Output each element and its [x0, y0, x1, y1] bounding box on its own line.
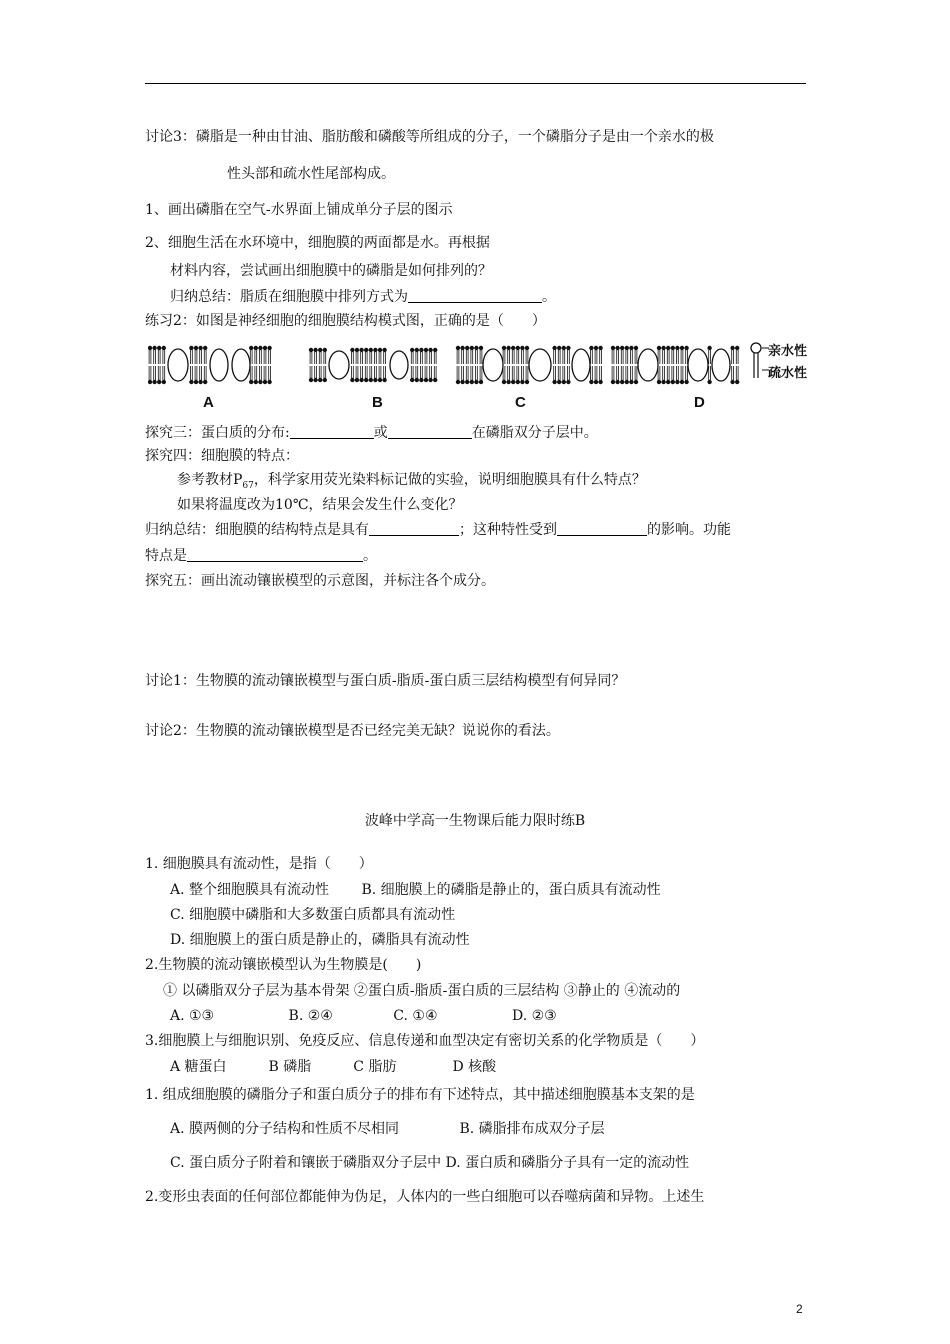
phospholipid-head — [267, 346, 271, 350]
phospholipid-head — [313, 348, 317, 352]
phospholipid-head — [162, 380, 166, 384]
question-3: 3.细胞膜上与细胞识别、免疫反应、信息传递和血型决定有密切关系的化学物质是（ ） — [145, 1033, 705, 1049]
phospholipid-head — [707, 380, 711, 384]
summary-2-line2-post: 。 — [363, 548, 377, 564]
protein — [210, 349, 228, 381]
question-1: 1. 细胞膜具有流动性，是指（ ） — [145, 856, 373, 872]
phospholipid-head — [620, 346, 624, 350]
question-2-items: ① 以磷脂双分子层为基本骨架 ②蛋白质-脂质-蛋白质的三层结构 ③静止的 ④流动的 — [163, 983, 681, 999]
phospholipid-head — [249, 380, 253, 384]
summary-2-pre: 归纳总结：细胞膜的结构特点是具有 — [145, 522, 369, 538]
phospholipid-head — [263, 380, 267, 384]
protein — [168, 349, 188, 381]
protein — [232, 349, 250, 381]
phospholipid-head — [194, 346, 198, 350]
phospholipid-head — [373, 348, 377, 352]
phospholipid-head — [730, 346, 734, 350]
page-number: 2 — [796, 1302, 803, 1316]
summary-1 — [170, 288, 556, 306]
question-4-options-cd: C. 蛋白质分子附着和镶嵌于磷脂双分子层中 D. 蛋白质和磷脂分子具有一定的流动性 — [170, 1155, 690, 1171]
phospholipid-head — [318, 378, 322, 382]
phospholipid-head — [615, 346, 619, 350]
phospholipid-head — [589, 346, 593, 350]
explore-4: 探究四：细胞膜的特点： — [145, 448, 299, 464]
phospholipid-head — [707, 346, 711, 350]
phospholipid-head — [419, 348, 423, 352]
phospholipid-head — [502, 346, 506, 350]
discussion3-title: 讨论3：磷脂是一种由甘油、脂肪酸和磷酸等所组成的分子，一个磷脂分子是由一个亲水的极 — [145, 129, 714, 145]
phospholipid-head — [506, 380, 510, 384]
phospholipid-head — [254, 346, 258, 350]
question-3-options: A 糖蛋白 B 磷脂 C 脂肪 D 核酸 — [170, 1059, 497, 1075]
phospholipid-head — [557, 380, 561, 384]
phospholipid-head — [465, 380, 469, 384]
protein — [483, 349, 503, 381]
phospholipid-head — [598, 346, 602, 350]
phospholipid-head — [680, 380, 684, 384]
phospholipid-head — [675, 346, 679, 350]
phospholipid-head — [511, 346, 515, 350]
explore-4-q2: 如果将温度改为10℃，结果会发生什么变化？ — [177, 497, 463, 513]
phospholipid-head — [433, 348, 437, 352]
discussion-1: 讨论1：生物膜的流动镶嵌模型与蛋白质-脂质-蛋白质三层结构模型有何异同？ — [145, 673, 626, 689]
summary-2 — [145, 521, 731, 539]
phospholipid-head — [566, 380, 570, 384]
question-2-options: A. ①③ B. ②④ C. ①④ D. ②③ — [170, 1008, 557, 1024]
phospholipid-head — [735, 380, 739, 384]
phospholipid-head — [615, 380, 619, 384]
explore-3-pre: 探究三：蛋白质的分布: — [145, 425, 290, 441]
phospholipid-head — [373, 378, 377, 382]
legend-head-icon — [751, 343, 761, 353]
phospholipid-head — [258, 380, 262, 384]
phospholipid-head — [506, 346, 510, 350]
phospholipid-head — [152, 346, 156, 350]
summary-1-post: 。 — [542, 289, 556, 305]
summary-1-pre: 归纳总结：脂质在细胞膜中排列方式为 — [170, 289, 408, 305]
phospholipid-head — [355, 378, 359, 382]
phospholipid-head — [671, 346, 675, 350]
protein — [688, 349, 708, 381]
phospholipid-head — [680, 346, 684, 350]
question-4: 1. 组成细胞膜的磷脂分子和蛋白质分子的排布有下述特点，其中描述细胞膜基本支架的是 — [145, 1087, 695, 1103]
phospholipid-head — [666, 346, 670, 350]
phospholipid-head — [433, 378, 437, 382]
header-rule — [145, 83, 806, 84]
phospholipid-head — [249, 346, 253, 350]
phospholipid-head — [424, 378, 428, 382]
phospholipid-head — [189, 346, 193, 350]
phospholipid-head — [666, 380, 670, 384]
phospholipid-head — [657, 380, 661, 384]
summary-2-line2 — [145, 547, 377, 565]
phospholipid-head — [479, 346, 483, 350]
discussion3-cont: 性头部和疏水性尾部构成。 — [227, 166, 395, 182]
phospholipid-head — [309, 348, 313, 352]
phospholipid-head — [456, 346, 460, 350]
phospholipid-head — [323, 378, 327, 382]
phospholipid-head — [589, 380, 593, 384]
phospholipid-head — [350, 378, 354, 382]
phospholipid-head — [157, 346, 161, 350]
option-c-label: C — [515, 394, 526, 411]
phospholipid-head — [258, 346, 262, 350]
phospholipid-head — [684, 380, 688, 384]
phospholipid-head — [382, 348, 386, 352]
summary-2-mid: ；这种特性受到 — [459, 522, 557, 538]
phospholipid-head — [194, 380, 198, 384]
phospholipid-head — [520, 380, 524, 384]
explore-4-q1 — [177, 471, 646, 495]
phospholipid-head — [263, 346, 267, 350]
phospholipid-head — [382, 378, 386, 382]
phospholipid-head — [148, 380, 152, 384]
explore-3-post: 在磷脂双分子层中。 — [471, 425, 598, 441]
answer-blank[interactable] — [408, 288, 542, 303]
phospholipid-head — [562, 380, 566, 384]
phospholipid-head — [162, 346, 166, 350]
phospholipid-head — [460, 380, 464, 384]
phospholipid-head — [552, 346, 556, 350]
phospholipid-head — [552, 380, 556, 384]
phospholipid-head — [198, 346, 202, 350]
phospholipid-head — [566, 346, 570, 350]
option-a-label: A — [203, 394, 214, 411]
option-b-label: B — [372, 394, 383, 411]
protein — [390, 351, 408, 379]
explore-3-mid: 或 — [373, 425, 388, 441]
phospholipid-head — [625, 346, 629, 350]
phospholipid-head — [415, 378, 419, 382]
phospholipid-head — [611, 380, 615, 384]
phospholipid-head — [661, 346, 665, 350]
phospholipid-head — [456, 380, 460, 384]
phospholipid-head — [313, 378, 317, 382]
phospholipid-head — [189, 380, 193, 384]
question-2: 2.生物膜的流动镶嵌模型认为生物膜是( ) — [145, 957, 422, 973]
phospholipid-head — [657, 346, 661, 350]
question-4-options-ab: A. 膜两侧的分子结构和性质不尽相同 B. 磷脂排布成双分子层 — [170, 1121, 605, 1137]
protein — [638, 349, 658, 381]
phospholipid-head — [611, 346, 615, 350]
phospholipid-head — [359, 348, 363, 352]
legend-hydrophilic: 亲水性 — [768, 343, 808, 358]
phospholipid-head — [267, 380, 271, 384]
phospholipid-head — [364, 348, 368, 352]
phospholipid-head — [359, 378, 363, 382]
protein — [529, 349, 551, 381]
explore-4-q1-pre: 参考教材P — [177, 472, 243, 488]
phospholipid-head — [620, 380, 624, 384]
phospholipid-head — [671, 380, 675, 384]
membrane-diagram — [148, 338, 823, 412]
question-1-options-ab: A. 整个细胞膜具有流动性 B. 细胞膜上的磷脂是静止的，蛋白质具有流动性 — [170, 882, 661, 898]
item-2-cont: 材料内容，尝试画出细胞膜中的磷脂是如何排列的？ — [170, 263, 492, 279]
phospholipid-head — [474, 380, 478, 384]
phospholipid-head — [684, 346, 688, 350]
summary-2-post: 的影响。功能 — [647, 522, 731, 538]
phospholipid-head — [369, 378, 373, 382]
phospholipid-head — [309, 378, 313, 382]
phospholipid-head — [520, 346, 524, 350]
phospholipid-head — [424, 348, 428, 352]
explore-4-q1-post: ，科学家用荧光染料标记做的实验，说明细胞膜具有什么特点？ — [253, 472, 646, 488]
phospholipid-head — [474, 346, 478, 350]
phospholipid-head — [378, 378, 382, 382]
phospholipid-head — [730, 380, 734, 384]
phospholipid-head — [525, 380, 529, 384]
question-5: 2.变形虫表面的任何部位都能伸为伪足，人体内的一些白细胞可以吞噬病菌和异物。上述生 — [145, 1189, 705, 1205]
answer-blank[interactable] — [187, 547, 363, 562]
phospholipid-head — [634, 346, 638, 350]
question-1-option-c: C. 细胞膜中磷脂和大多数蛋白质都具有流动性 — [170, 907, 456, 923]
phospholipid-head — [410, 378, 414, 382]
discussion-2: 讨论2：生物膜的流动镶嵌模型是否已经完美无缺？说说你的看法。 — [145, 723, 560, 739]
summary-2-line2-pre: 特点是 — [145, 548, 187, 564]
phospholipid-head — [157, 380, 161, 384]
protein — [712, 349, 730, 381]
phospholipid-head — [410, 348, 414, 352]
phospholipid-head — [629, 380, 633, 384]
question-1-option-d: D. 细胞膜上的蛋白质是静止的，磷脂具有流动性 — [170, 932, 470, 948]
phospholipid-head — [419, 378, 423, 382]
phospholipid-head — [460, 346, 464, 350]
phospholipid-head — [148, 346, 152, 350]
protein — [572, 349, 590, 381]
answer-blank[interactable] — [388, 424, 472, 439]
phospholipid-head — [511, 380, 515, 384]
item-2: 2、细胞生活在水环境中，细胞膜的两面都是水。再根据 — [145, 235, 490, 251]
phospholipid-head — [355, 348, 359, 352]
phospholipid-head — [502, 380, 506, 384]
phospholipid-head — [350, 348, 354, 352]
phospholipid-head — [516, 346, 520, 350]
phospholipid-head — [198, 380, 202, 384]
protein — [329, 351, 349, 379]
phospholipid-head — [428, 378, 432, 382]
phospholipid-head — [598, 380, 602, 384]
phospholipid-head — [562, 346, 566, 350]
page-ref: 67 — [242, 480, 254, 491]
phospholipid-head — [318, 348, 322, 352]
phospholipid-head — [378, 348, 382, 352]
membrane-figure — [148, 338, 823, 412]
phospholipid-head — [675, 380, 679, 384]
phospholipid-head — [625, 380, 629, 384]
explore-5: 探究五：画出流动镶嵌模型的示意图，并标注各个成分。 — [145, 573, 495, 589]
explore-3 — [145, 424, 598, 442]
section-title: 波峰中学高一生物课后能力限时练B — [364, 813, 586, 829]
exercise-2: 练习2：如图是神经细胞的细胞膜结构模式图，正确的是（ ） — [145, 313, 546, 329]
phospholipid-head — [629, 346, 633, 350]
phospholipid-head — [594, 380, 598, 384]
phospholipid-head — [470, 346, 474, 350]
phospholipid-head — [369, 348, 373, 352]
phospholipid-head — [594, 346, 598, 350]
phospholipid-head — [415, 348, 419, 352]
item-1: 1、画出磷脂在空气-水界面上铺成单分子层的图示 — [145, 202, 453, 218]
phospholipid-head — [323, 348, 327, 352]
phospholipid-head — [557, 346, 561, 350]
option-d-label: D — [694, 394, 705, 411]
phospholipid-head — [525, 346, 529, 350]
phospholipid-head — [203, 346, 207, 350]
phospholipid-head — [661, 380, 665, 384]
phospholipid-head — [465, 346, 469, 350]
legend-hydrophobic: 疏水性 — [768, 365, 808, 380]
phospholipid-head — [254, 380, 258, 384]
answer-blank[interactable] — [369, 521, 459, 536]
phospholipid-head — [152, 380, 156, 384]
phospholipid-head — [470, 380, 474, 384]
phospholipid-head — [735, 346, 739, 350]
answer-blank[interactable] — [290, 424, 374, 439]
phospholipid-head — [428, 348, 432, 352]
phospholipid-head — [516, 380, 520, 384]
answer-blank[interactable] — [557, 521, 647, 536]
phospholipid-head — [364, 378, 368, 382]
phospholipid-head — [634, 380, 638, 384]
phospholipid-head — [203, 380, 207, 384]
phospholipid-head — [479, 380, 483, 384]
